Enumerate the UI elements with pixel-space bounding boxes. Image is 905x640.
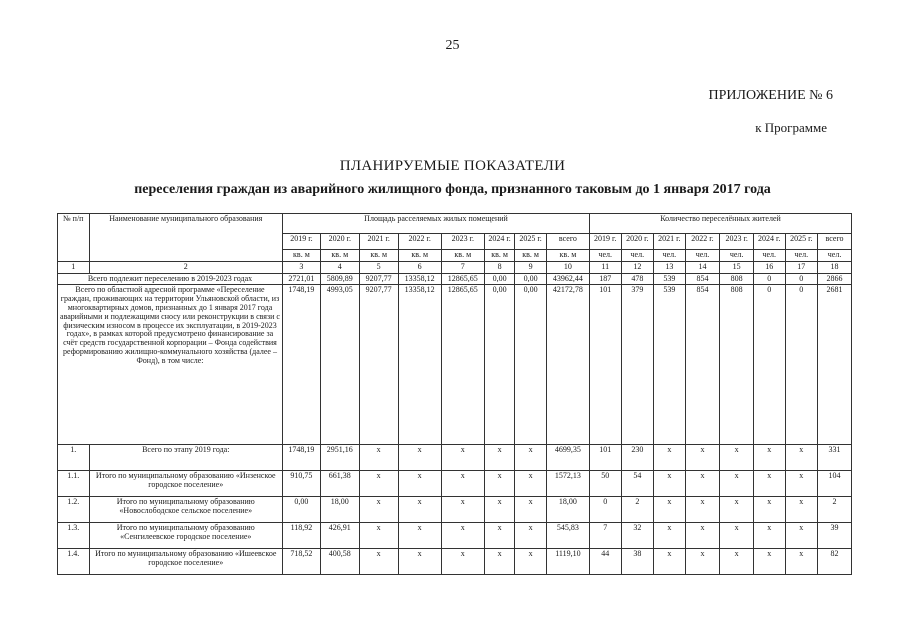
table-row	[58, 273, 852, 285]
value-cell: 43962,44	[546, 273, 589, 285]
header-people-year: 2025 г.	[785, 234, 818, 250]
value-cell: x	[654, 549, 686, 575]
value-cell: 545,83	[546, 523, 589, 549]
value-cell: 661,38	[320, 471, 359, 497]
header-area-year: 2021 г.	[359, 234, 398, 250]
value-cell: x	[753, 523, 785, 549]
unit-cell: кв. м	[320, 250, 359, 262]
value-cell: x	[484, 523, 514, 549]
value-cell: x	[720, 497, 754, 523]
value-cell: x	[515, 497, 547, 523]
column-number: 5	[359, 261, 398, 273]
value-cell: x	[484, 445, 514, 471]
value-cell: x	[359, 523, 398, 549]
value-cell: x	[685, 523, 720, 549]
header-area-year: 2023 г.	[441, 234, 484, 250]
column-number: 8	[484, 261, 514, 273]
unit-cell: кв. м	[398, 250, 441, 262]
value-cell: x	[398, 523, 441, 549]
value-cell: 18,00	[320, 497, 359, 523]
value-cell: x	[654, 445, 686, 471]
value-cell: x	[685, 445, 720, 471]
table-row	[58, 523, 852, 549]
value-cell: 13358,12	[398, 273, 441, 285]
value-cell: 32	[621, 523, 654, 549]
value-cell: x	[753, 445, 785, 471]
value-cell: 2721,01	[283, 273, 321, 285]
header-number: № п/п	[58, 214, 90, 262]
column-number: 10	[546, 261, 589, 273]
column-number: 12	[621, 261, 654, 273]
row-number: 1.1.	[58, 471, 90, 497]
value-cell: x	[785, 445, 818, 471]
value-cell: 1748,19	[283, 445, 321, 471]
header-area-year: 2022 г.	[398, 234, 441, 250]
program-label: к Программе	[755, 120, 827, 135]
value-cell: 2681	[818, 285, 852, 445]
value-cell: 0,00	[515, 285, 547, 445]
unit-cell: чел.	[753, 250, 785, 262]
value-cell: x	[753, 497, 785, 523]
value-cell: 9207,77	[359, 285, 398, 445]
value-cell: x	[398, 549, 441, 575]
row-number: 1.4.	[58, 549, 90, 575]
value-cell: x	[785, 471, 818, 497]
value-cell: 0	[589, 497, 621, 523]
value-cell: 4993,05	[320, 285, 359, 445]
value-cell: x	[484, 497, 514, 523]
column-number: 2	[89, 261, 282, 273]
row-name: Итого по муниципальному образованию «Ишеевское городское поселение»	[89, 549, 282, 575]
value-cell: x	[654, 497, 686, 523]
value-cell: 101	[589, 445, 621, 471]
value-cell: 2	[818, 497, 852, 523]
value-cell: 910,75	[283, 471, 321, 497]
row-name: Всего по областной адресной программе «Переселение граждан, проживающих на территории Ульяновской области, из многоквартирных домов, признанных до 1 января 2017 года аварийными и подлежащими сносу или реконструкции в связи с физическим износом в процессе их эксплуатации, в 2019-2023 годах», в рамках которой предусмотрено финансирование за счёт средств государственной корпорации – Фонда содействия реформированию жилищно-коммунального хозяйства (далее – Фонд), в том числе:	[58, 285, 283, 445]
value-cell: 854	[685, 285, 720, 445]
value-cell: 4699,35	[546, 445, 589, 471]
table-row	[58, 445, 852, 471]
value-cell: 18,00	[546, 497, 589, 523]
header-area-year: 2020 г.	[320, 234, 359, 250]
value-cell: 230	[621, 445, 654, 471]
value-cell: x	[515, 471, 547, 497]
column-number: 1	[58, 261, 90, 273]
value-cell: 7	[589, 523, 621, 549]
document-subtitle: переселения граждан из аварийного жилищного фонда, признанного таковым до 1 января 2017 года	[134, 182, 771, 197]
header-people: Количество переселённых жителей	[589, 214, 851, 234]
appendix-label: ПРИЛОЖЕНИЕ № 6	[708, 88, 833, 103]
column-number: 14	[685, 261, 720, 273]
value-cell: 478	[621, 273, 654, 285]
row-number: 1.3.	[58, 523, 90, 549]
value-cell: x	[398, 471, 441, 497]
row-name: Итого по муниципальному образованию «Новослободское сельское поселение»	[89, 497, 282, 523]
header-people-year: 2019 г.	[589, 234, 621, 250]
value-cell: x	[359, 471, 398, 497]
column-number: 11	[589, 261, 621, 273]
value-cell: 44	[589, 549, 621, 575]
value-cell: 50	[589, 471, 621, 497]
value-cell: 808	[720, 285, 754, 445]
value-cell: x	[359, 497, 398, 523]
value-cell: 808	[720, 273, 754, 285]
value-cell: 1572,13	[546, 471, 589, 497]
value-cell: 0,00	[484, 273, 514, 285]
value-cell: x	[785, 523, 818, 549]
value-cell: 2951,16	[320, 445, 359, 471]
unit-cell: чел.	[818, 250, 852, 262]
value-cell: 54	[621, 471, 654, 497]
column-number: 13	[654, 261, 686, 273]
value-cell: 539	[654, 285, 686, 445]
header-people-year: всего	[818, 234, 852, 250]
value-cell: x	[359, 549, 398, 575]
unit-cell: кв. м	[546, 250, 589, 262]
value-cell: x	[785, 549, 818, 575]
value-cell: 400,58	[320, 549, 359, 575]
row-number: 1.	[58, 445, 90, 471]
value-cell: x	[484, 549, 514, 575]
value-cell: x	[654, 523, 686, 549]
table-row	[58, 471, 852, 497]
value-cell: 42172,78	[546, 285, 589, 445]
value-cell: x	[398, 445, 441, 471]
unit-cell: чел.	[654, 250, 686, 262]
value-cell: 718,52	[283, 549, 321, 575]
value-cell: 12865,65	[441, 273, 484, 285]
value-cell: x	[685, 549, 720, 575]
value-cell: 101	[589, 285, 621, 445]
value-cell: 426,91	[320, 523, 359, 549]
value-cell: 12865,65	[441, 285, 484, 445]
unit-cell: кв. м	[484, 250, 514, 262]
value-cell: 0	[785, 285, 818, 445]
value-cell: 0,00	[283, 497, 321, 523]
column-number: 7	[441, 261, 484, 273]
unit-cell: чел.	[720, 250, 754, 262]
row-name: Итого по муниципальному образованию «Инзенское городское поселение»	[89, 471, 282, 497]
value-cell: 104	[818, 471, 852, 497]
value-cell: x	[441, 471, 484, 497]
header-people-year: 2022 г.	[685, 234, 720, 250]
value-cell: 0	[753, 285, 785, 445]
value-cell: x	[484, 471, 514, 497]
header-name: Наименование муниципального образования	[89, 214, 282, 262]
value-cell: x	[720, 523, 754, 549]
value-cell: 854	[685, 273, 720, 285]
value-cell: x	[441, 523, 484, 549]
value-cell: 331	[818, 445, 852, 471]
column-number: 17	[785, 261, 818, 273]
page-number: 25	[445, 38, 460, 53]
document-title: ПЛАНИРУЕМЫЕ ПОКАЗАТЕЛИ	[339, 158, 566, 174]
value-cell: x	[685, 497, 720, 523]
value-cell: 13358,12	[398, 285, 441, 445]
value-cell: 1748,19	[283, 285, 321, 445]
value-cell: x	[441, 549, 484, 575]
value-cell: x	[785, 497, 818, 523]
value-cell: 118,92	[283, 523, 321, 549]
unit-cell: кв. м	[359, 250, 398, 262]
column-number: 3	[283, 261, 321, 273]
value-cell: 1119,10	[546, 549, 589, 575]
column-number: 15	[720, 261, 754, 273]
header-area-year: всего	[546, 234, 589, 250]
value-cell: 0	[753, 273, 785, 285]
unit-cell: кв. м	[515, 250, 547, 262]
unit-cell: чел.	[621, 250, 654, 262]
value-cell: 2866	[818, 273, 852, 285]
column-number: 6	[398, 261, 441, 273]
value-cell: x	[720, 471, 754, 497]
value-cell: x	[753, 549, 785, 575]
header-people-year: 2023 г.	[720, 234, 754, 250]
unit-cell: чел.	[685, 250, 720, 262]
row-name: Всего подлежит переселению в 2019-2023 годах	[58, 273, 283, 285]
header-area: Площадь расселяемых жилых помещений	[283, 214, 590, 234]
value-cell: x	[654, 471, 686, 497]
table-row	[58, 497, 852, 523]
header-area-year: 2025 г.	[515, 234, 547, 250]
value-cell: 2	[621, 497, 654, 523]
indicators-table	[57, 213, 852, 575]
unit-cell: кв. м	[441, 250, 484, 262]
table-row	[58, 549, 852, 575]
value-cell: x	[398, 497, 441, 523]
value-cell: x	[720, 549, 754, 575]
value-cell: x	[720, 445, 754, 471]
table-row	[58, 285, 852, 445]
unit-cell: кв. м	[283, 250, 321, 262]
value-cell: 0,00	[484, 285, 514, 445]
value-cell: x	[441, 445, 484, 471]
value-cell: x	[515, 523, 547, 549]
value-cell: x	[359, 445, 398, 471]
unit-cell: чел.	[785, 250, 818, 262]
column-number: 4	[320, 261, 359, 273]
value-cell: 379	[621, 285, 654, 445]
column-number: 18	[818, 261, 852, 273]
value-cell: 39	[818, 523, 852, 549]
value-cell: x	[515, 549, 547, 575]
value-cell: 539	[654, 273, 686, 285]
value-cell: 82	[818, 549, 852, 575]
row-name: Всего по этапу 2019 года:	[89, 445, 282, 471]
header-people-year: 2024 г.	[753, 234, 785, 250]
header-area-year: 2019 г.	[283, 234, 321, 250]
value-cell: 38	[621, 549, 654, 575]
column-number: 16	[753, 261, 785, 273]
row-number: 1.2.	[58, 497, 90, 523]
value-cell: x	[685, 471, 720, 497]
value-cell: 5809,89	[320, 273, 359, 285]
value-cell: x	[441, 497, 484, 523]
value-cell: 0	[785, 273, 818, 285]
row-name: Итого по муниципальному образованию «Сенгилеевское городское поселение»	[89, 523, 282, 549]
value-cell: x	[753, 471, 785, 497]
value-cell: x	[515, 445, 547, 471]
column-number: 9	[515, 261, 547, 273]
value-cell: 187	[589, 273, 621, 285]
value-cell: 0,00	[515, 273, 547, 285]
header-area-year: 2024 г.	[484, 234, 514, 250]
header-people-year: 2020 г.	[621, 234, 654, 250]
unit-cell: чел.	[589, 250, 621, 262]
value-cell: 9207,77	[359, 273, 398, 285]
header-people-year: 2021 г.	[654, 234, 686, 250]
